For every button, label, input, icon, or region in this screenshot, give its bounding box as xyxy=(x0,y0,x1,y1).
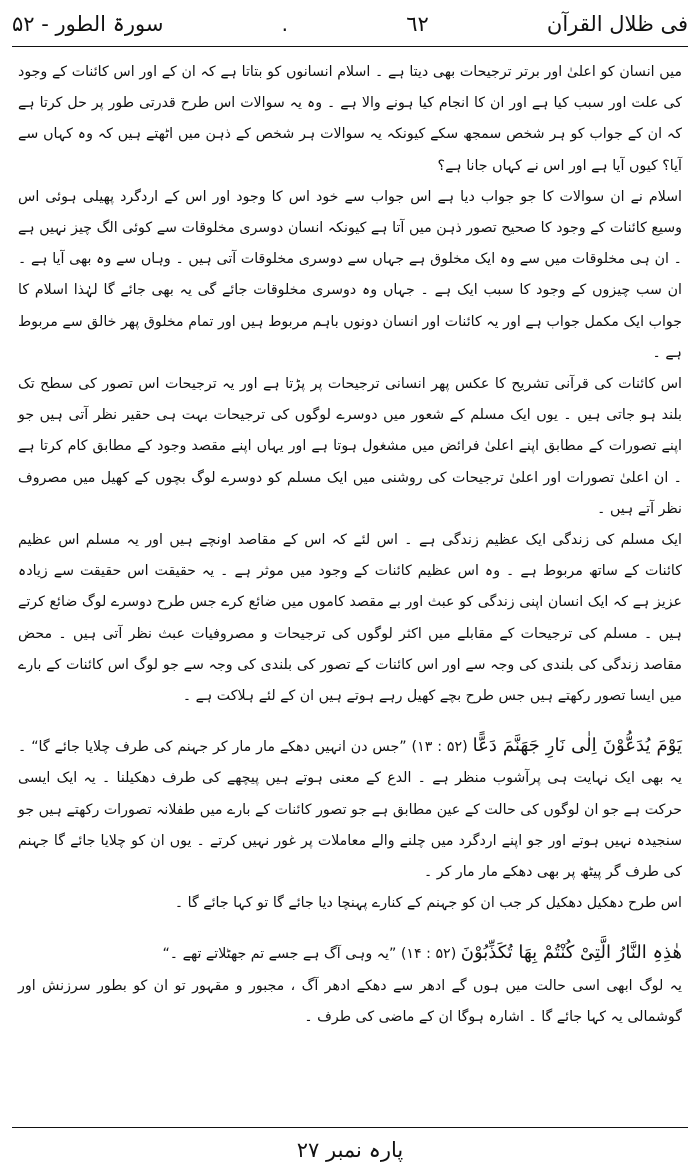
surah-info: سورۃ الطور - ۵۲ xyxy=(12,12,164,36)
verse-2-reference: (۵۲ : ۱۴) xyxy=(400,946,457,963)
verse-1-block xyxy=(18,730,682,888)
verse-1-followup: اس طرح دھکیل دھکیل کر جب ان کو جہنم کے کنارے پہنچا دیا جائے گا تو کہا جائے گا ۔ xyxy=(174,895,682,912)
book-title: فی ظلال القرآن xyxy=(546,12,688,36)
paragraph-2: اسلام نے ان سوالات کا جو جواب دیا ہے اس جواب سے خود اس کا وجود اور اس کے اردگرد پھیلی ہوئی اس وسیع کائنات کے وجود کا صحیح تصور ذہن میں آتا ہے کیونکہ انسان دوسری مخلوقات سے کوئی الگ چیز نہیں ہے ۔ ان ہی مخلوقات میں سے وہ ایک مخلوق ہے جہاں سے دوسری مخلوقات آتی ہیں ۔ وہاں سے وہ بھی آیا ہے ۔ ان سب چیزوں کے وجود کا سبب ایک ہے ۔ جہاں وہ دوسری مخلوقات جائے گی یہ بھی جائے گا لہٰذا اسلام کا جواب ایک مکمل جواب ہے اور یہ کائنات اور انسان دونوں باہم مربوط ہیں اور تمام مخلوق پھر خالق سے مربوط ہے ۔ xyxy=(18,188,682,361)
verse-1-text: ”جس دن انہیں دھکے مار مار کر جہنم کی طرف چلایا جائے گا“ ۔ یہ بھی ایک نہایت ہی پرآشوب منظر ہے ۔ الدع کے معنی ہوتے ہیں پیچھے کی طرف دھکیلنا ۔ یہ ایک ایسی حرکت ہے جو ان لوگوں کی حالت کے عین مطابق ہے جو تصور کائنات کے بارے میں طفلانہ تصورات رکھتے ہیں جو سنجیدہ نہیں ہوتے اور جو اپنے اردگرد میں چلنے والے معاملات پر غور نہیں کرتے ۔ یوں ان کو چلایا جائے گا جہنم کی طرف گر پیٹھ پر بھی دھکے مار مار کر ۔ xyxy=(18,739,682,881)
paragraph-3: اس کائنات کی قرآنی تشریح کا عکس پھر انسانی ترجیحات پر پڑتا ہے اور یہ ترجیحات اس تصور کی سطح تک بلند ہو جاتی ہیں ۔ یوں ایک مسلم کے شعور میں دوسرے لوگوں کی ترجیحات بہت ہی حقیر نظر آتی ہیں جو اپنے تصورات کے مطابق اپنے اعلیٰ فرائض میں مشغول ہوتا ہے اور یہاں اپنے مقصد وجود کے مطابق کام کرتا ہے ۔ ان اعلیٰ تصورات اور اعلیٰ ترجیحات کی روشنی میں ایک مسلم کو دوسرے لوگ بچوں کے کھیل میں مصروف نظر آتے ہیں ۔ xyxy=(18,376,682,517)
paragraph-4: ایک مسلم کی زندگی ایک عظیم زندگی ہے ۔ اس لئے کہ اس کے مقاصد اونچے ہیں اور یہ مسلم اس عظیم کائنات کے ساتھ مربوط ہے ۔ وہ اس عظیم کائنات کے وجود میں موثر ہے ۔ یہ حقیقت اس حقیقت سے زیادہ عزیز ہے کہ ایک انسان اپنی زندگی کو عبث اور بے مقصد کاموں میں ضائع کرے جس طرح دوسرے لوگ ضائع کرتے ہیں ۔ مسلم کی ترجیحات کے مقابلے میں اکثر لوگوں کی ترجیحات و مصروفیات عبث نظر آتی ہیں ۔ محض مقاصد زندگی کی بلندی کی وجہ سے اور اس کائنات کے تصور کی بلندی کی وجہ سے جو لوگ اس کائنات کے بارے میں ایسا تصور رکھتے ہیں جس طرح بچے کھیل رہے ہوتے ہیں ان کے لئے ہلاکت ہے ۔ xyxy=(18,532,682,705)
verse-1-arabic: یَوْمَ یُدَعُّوْنَ اِلٰی نَارِ جَھَنَّمَ دَعًّا xyxy=(472,735,683,757)
page-number: ٦٢ xyxy=(406,12,429,36)
verse-2-block xyxy=(18,937,682,970)
body-text xyxy=(18,57,682,1033)
header-separator: . xyxy=(281,12,289,36)
verse-2-arabic: ھٰذِہِ النَّارُ الَّتِیْ کُنْتُمْ بِھَا تُکَذِّبُوْنَ xyxy=(460,942,682,964)
verse-1-reference: (۵۲ : ۱۳) xyxy=(411,739,468,756)
spacer xyxy=(18,919,682,937)
header-rule xyxy=(12,46,688,47)
para-label: پارہ نمبر ۲۷ xyxy=(296,1138,404,1162)
footer-rule xyxy=(12,1127,688,1128)
page-footer xyxy=(0,1130,700,1170)
verse-2-translation: ”یہ وہی آگ ہے جسے تم جھٹلاتے تھے ۔“ xyxy=(162,946,397,963)
verse-2-text: یہ لوگ ابھی اسی حالت میں ہوں گے ادھر سے دھکے ادھر آگ ، مجبور و مقہور تو ان کو بطور سرزنش اور گوشمالی یہ کہا جائے گا ۔ اشارہ ہوگا ان کے ماضی کی طرف ۔ xyxy=(18,977,682,1025)
paragraph-1: میں انسان کو اعلیٰ اور برتر ترجیحات بھی دیتا ہے ۔ اسلام انسانوں کو بتاتا ہے کہ ان کے اور اس کائنات کے وجود کی علت اور سبب کیا ہے اور ان کا انجام کیا ہونے والا ہے ۔ وہ یہ سوالات اس طرح قدرتی طور پر حل کرتا ہے کہ ان کے جواب کو ہر شخص سمجھ سکے کیونکہ یہ سوالات ہر شخص کے ذہن میں اٹھتے ہیں کہ وہ کہاں سے آیا؟ کیوں آیا ہے اور اس نے کہاں جانا ہے؟ xyxy=(18,64,682,174)
spacer xyxy=(18,712,682,730)
page-header xyxy=(12,4,688,44)
